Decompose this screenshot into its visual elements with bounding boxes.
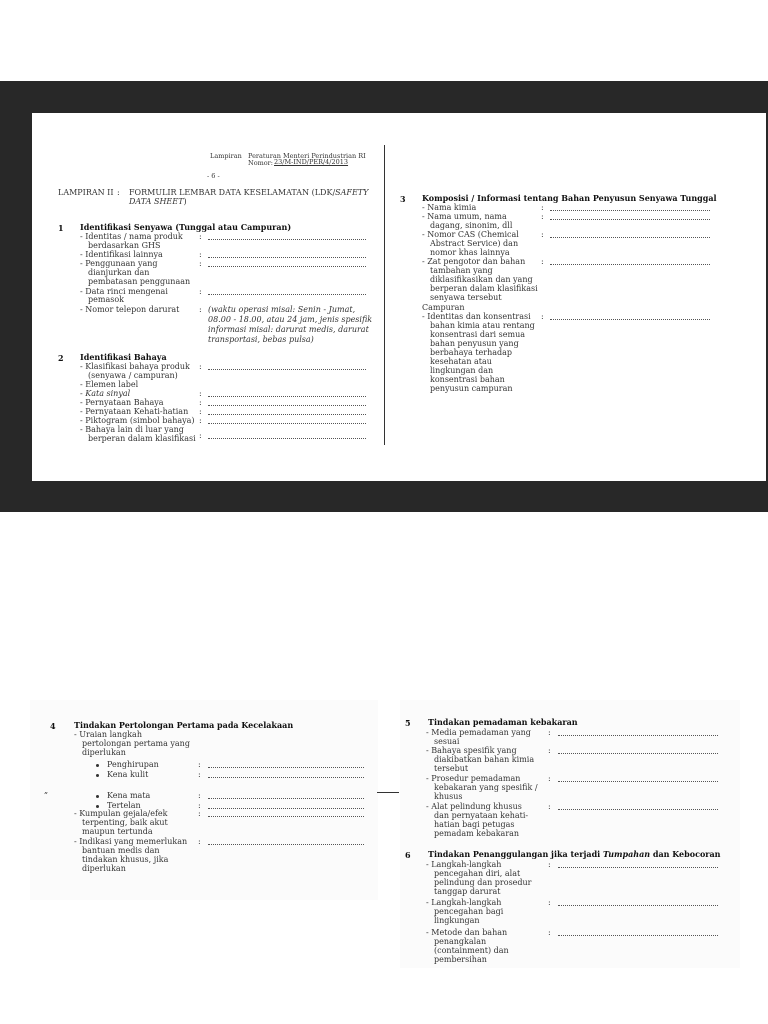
bullet-icon xyxy=(96,764,99,767)
section-6-title-part2: dan Kebocoran xyxy=(652,849,721,859)
form-title-close: ) xyxy=(183,197,187,206)
fill-in-field[interactable] xyxy=(558,729,718,736)
field-colon: : xyxy=(548,802,551,811)
list-item-text: dan pernyataan kehati- xyxy=(434,811,529,820)
form-title-safety: SAFETY xyxy=(335,188,369,197)
field-colon: : xyxy=(541,257,544,266)
fill-in-field[interactable] xyxy=(558,803,718,810)
list-item-text: diperlukan xyxy=(82,864,126,873)
lampiran-label: Lampiran xyxy=(210,152,242,160)
list-item-text: terpenting, baik akut xyxy=(82,818,168,827)
fill-in-field[interactable] xyxy=(550,258,710,265)
list-item-text: penyusun campuran xyxy=(430,384,513,393)
list-item-text: - Nomor telepon darurat xyxy=(80,305,180,314)
list-item-text: pencegahan bagi xyxy=(434,907,504,916)
list-item-text: - Identitas dan konsentrasi xyxy=(422,312,531,321)
list-item-text: pencegahan diri, alat xyxy=(434,869,521,878)
field-colon: : xyxy=(199,407,202,416)
page-edge-line xyxy=(377,792,399,793)
fill-in-field[interactable] xyxy=(550,204,710,211)
list-item-text: konsentrasi bahan xyxy=(430,375,505,384)
field-colon: : xyxy=(541,230,544,239)
field-colon: : xyxy=(199,305,202,314)
form-title-line2 xyxy=(129,197,187,206)
list-item-text: konsentrasi dari semua xyxy=(430,330,525,339)
list-item-text: senyawa tersebut xyxy=(430,293,502,302)
fill-in-field[interactable] xyxy=(558,929,718,936)
field-colon: : xyxy=(199,362,202,371)
field-colon: : xyxy=(199,259,202,268)
document-page-2 xyxy=(30,700,378,900)
column-divider xyxy=(384,145,385,445)
field-colon: : xyxy=(198,801,201,810)
field-colon: : xyxy=(199,431,202,440)
list-item-text: transportasi, bebas pulsa) xyxy=(208,335,314,344)
form-title xyxy=(129,188,368,197)
field-colon: : xyxy=(199,389,202,398)
list-item-text: lingkungan dan xyxy=(430,366,494,375)
fill-in-field[interactable] xyxy=(208,838,364,845)
section-6-title-part1: Tindakan Penanggulangan jika terjadi xyxy=(428,849,601,859)
lampiran-ii: LAMPIRAN II xyxy=(58,188,114,197)
list-item-text: Abstract Service) dan xyxy=(430,239,519,248)
list-item-text: pemadam kebakaran xyxy=(434,829,520,838)
field-colon: : xyxy=(548,928,551,937)
list-item-text: - Piktogram (simbol bahaya) xyxy=(80,416,195,425)
list-item-text: berperan dalam klasifikasi xyxy=(430,284,538,293)
list-item-text: diklasifikasikan dan yang xyxy=(430,275,533,284)
section-5-number: 5 xyxy=(405,718,411,728)
fill-in-field[interactable] xyxy=(208,260,366,267)
list-item-text: penangkalan xyxy=(434,937,487,946)
section-2-number: 2 xyxy=(58,353,64,363)
section-5-title: Tindakan pemadaman kebakaran xyxy=(428,717,578,727)
list-item-text: pembatasan penggunaan xyxy=(88,277,191,286)
list-item-text: - Data rinci mengenai xyxy=(80,287,168,296)
field-colon: : xyxy=(199,250,202,259)
list-item-text: - Langkah-langkah xyxy=(426,898,502,907)
fill-in-field[interactable] xyxy=(208,417,366,424)
field-colon: : xyxy=(541,212,544,221)
field-colon: : xyxy=(198,837,201,846)
section-1-title: Identifikasi Senyawa (Tunggal atau Campuran) xyxy=(80,222,292,232)
list-item-text: - Nama umum, nama xyxy=(422,212,507,221)
list-item-text: pemasok xyxy=(88,295,124,304)
list-item-text: berperan dalam klasifikasi xyxy=(88,434,196,443)
list-item-text: Campuran xyxy=(422,303,465,312)
field-colon: : xyxy=(548,898,551,907)
field-colon: : xyxy=(199,232,202,241)
fill-in-field[interactable] xyxy=(208,288,366,295)
list-item-text: - Metode dan bahan xyxy=(426,928,508,937)
form-title-part1: FORMULIR LEMBAR DATA KESELAMATAN (LDK/ xyxy=(129,188,336,197)
list-item-text: diperlukan xyxy=(82,748,126,757)
list-item-text: - Prosedur pemadaman xyxy=(426,774,521,783)
fill-in-field[interactable] xyxy=(208,771,364,778)
list-item-text: kesehatan atau xyxy=(430,357,492,366)
section-3-number: 3 xyxy=(400,194,406,204)
section-4-number: 4 xyxy=(50,721,56,731)
field-colon: : xyxy=(548,728,551,737)
list-item-text: nomor khas lainnya xyxy=(430,248,510,257)
section-6-title xyxy=(428,850,721,859)
list-item-label: Penghirupan xyxy=(107,760,159,769)
colon: : xyxy=(117,188,120,197)
nomor-label: Nomor: xyxy=(248,159,273,167)
list-item-label: Kena kulit xyxy=(107,770,149,779)
field-colon: : xyxy=(198,770,201,779)
fill-in-field[interactable] xyxy=(208,761,364,768)
list-item-text xyxy=(96,760,159,769)
fill-in-field[interactable] xyxy=(208,251,366,258)
list-item-text: - Zat pengotor dan bahan xyxy=(422,257,526,266)
fill-in-field[interactable] xyxy=(558,747,718,754)
list-item-text: bantuan medis dan xyxy=(82,846,160,855)
list-item-text: bahan penyusun yang xyxy=(430,339,519,348)
list-item-text: (senyawa / campuran) xyxy=(88,371,178,380)
list-item-text: - Klasifikasi bahaya produk xyxy=(80,362,190,371)
fill-in-field[interactable] xyxy=(208,810,364,817)
list-item-text: bahan kimia atau rentang xyxy=(430,321,535,330)
list-item-text: - Media pemadaman yang xyxy=(426,728,531,737)
field-colon: : xyxy=(541,203,544,212)
section-6-number: 6 xyxy=(405,850,411,860)
list-item-text: - Elemen label xyxy=(80,380,139,389)
list-item-text: diakibatkan bahan kimia xyxy=(434,755,535,764)
list-item-text: tersebut xyxy=(434,764,469,773)
field-colon: : xyxy=(199,416,202,425)
list-item-text: - Nomor CAS (Chemical xyxy=(422,230,519,239)
field-colon: : xyxy=(198,760,201,769)
fill-in-field[interactable] xyxy=(558,861,718,868)
section-2-title: Identifikasi Bahaya xyxy=(80,352,167,362)
section-1-number: 1 xyxy=(58,223,64,233)
field-colon: : xyxy=(541,312,544,321)
form-title-part2: DATA SHEET xyxy=(129,197,184,206)
section-4-title: Tindakan Pertolongan Pertama pada Kecelakaan xyxy=(74,720,294,730)
bullet-icon xyxy=(96,774,99,777)
list-item-text: - Pernyataan Kehati-hatian xyxy=(80,407,189,416)
list-item-text xyxy=(96,770,148,779)
list-item-text: - Bahaya lain di luar yang xyxy=(80,425,184,434)
fill-in-field[interactable] xyxy=(208,792,364,799)
fill-in-field[interactable] xyxy=(208,432,366,439)
list-item-text: - Pernyataan Bahaya xyxy=(80,398,164,407)
list-item-text: - Nama kimia xyxy=(422,203,477,212)
section-6-title-italic: Tumpahan xyxy=(603,849,651,859)
list-item-text: tambahan yang xyxy=(430,266,493,275)
list-item-text: - Penggunaan yang xyxy=(80,259,158,268)
list-item-text: berbahaya terhadap xyxy=(430,348,513,357)
list-item-text: 08.00 - 18.00, atau 24 jam, jenis spesifik xyxy=(208,315,373,324)
list-item-text: (containment) dan xyxy=(434,946,509,955)
list-item-label: Kena mata xyxy=(107,791,151,800)
list-item-text: informasi misal: darurat medis, darurat xyxy=(208,325,369,334)
fill-in-field[interactable] xyxy=(208,408,366,415)
list-item-text: kebakaran yang spesifik / xyxy=(434,783,538,792)
field-colon: : xyxy=(199,287,202,296)
list-item-text: - Identitas / nama produk xyxy=(80,232,183,241)
list-item-text: - Indikasi yang memerlukan xyxy=(74,837,188,846)
fill-in-field[interactable] xyxy=(208,802,364,809)
page-number: - 6 - xyxy=(207,172,220,180)
list-item-text: tanggap darurat xyxy=(434,887,501,896)
lampiran-title: Peraturan Menteri Perindustrian RI xyxy=(248,152,366,160)
margin-mark: „ xyxy=(44,786,49,795)
section-3-title: Komposisi / Informasi tentang Bahan Penyusun Senyawa Tunggal xyxy=(422,193,717,203)
fill-in-field[interactable] xyxy=(208,233,366,240)
fill-in-field[interactable] xyxy=(550,313,710,320)
fill-in-field[interactable] xyxy=(550,231,710,238)
list-item-text: tindakan khusus, jika xyxy=(82,855,169,864)
list-item-text: berdasarkan GHS xyxy=(88,241,161,250)
list-item-text: dianjurkan dan xyxy=(88,268,150,277)
bullet-icon xyxy=(96,795,99,798)
list-item-text xyxy=(96,791,150,800)
list-item-text: khusus xyxy=(434,792,463,801)
list-item-text: hatian bagi petugas xyxy=(434,820,515,829)
fill-in-field[interactable] xyxy=(558,899,718,906)
list-item-text: - Identifikasi lainnya xyxy=(80,250,163,259)
list-item-text: - Kumpulan gejala/efek xyxy=(74,809,168,818)
field-colon: : xyxy=(548,860,551,869)
list-item-text: sesuai xyxy=(434,737,460,746)
fill-in-field[interactable] xyxy=(208,399,366,406)
field-colon: : xyxy=(198,809,201,818)
list-item-text: pembersihan xyxy=(434,955,487,964)
list-item-text: - Langkah-langkah xyxy=(426,860,502,869)
fill-in-field[interactable] xyxy=(208,363,366,370)
list-item-text: (waktu operasi misal: Senin - Jumat, xyxy=(208,305,356,314)
field-colon: : xyxy=(198,791,201,800)
list-item-text: - Bahaya spesifik yang xyxy=(426,746,517,755)
bullet-icon xyxy=(96,805,99,808)
field-colon: : xyxy=(199,398,202,407)
list-item-text: pelindung dan prosedur xyxy=(434,878,532,887)
list-item-text: dagang, sinonim, dll xyxy=(430,221,513,230)
field-colon: : xyxy=(548,774,551,783)
document-page-1 xyxy=(32,113,766,481)
list-item-text: maupun tertunda xyxy=(82,827,153,836)
list-item-text: - Uraian langkah xyxy=(74,730,142,739)
document-page-3 xyxy=(400,700,740,968)
fill-in-field[interactable] xyxy=(550,213,710,220)
fill-in-field[interactable] xyxy=(208,390,366,397)
list-item-text: - Alat pelindung khusus xyxy=(426,802,522,811)
list-item-text: - Kata sinyal xyxy=(80,389,131,398)
fill-in-field[interactable] xyxy=(558,775,718,782)
list-item-text: pertolongan pertama yang xyxy=(82,739,190,748)
nomor-value: 23/M-IND/PER/4/2013 xyxy=(274,158,349,166)
field-colon: : xyxy=(548,746,551,755)
list-item-label: Tertelan xyxy=(107,801,141,810)
list-item-text: lingkungan xyxy=(434,916,480,925)
